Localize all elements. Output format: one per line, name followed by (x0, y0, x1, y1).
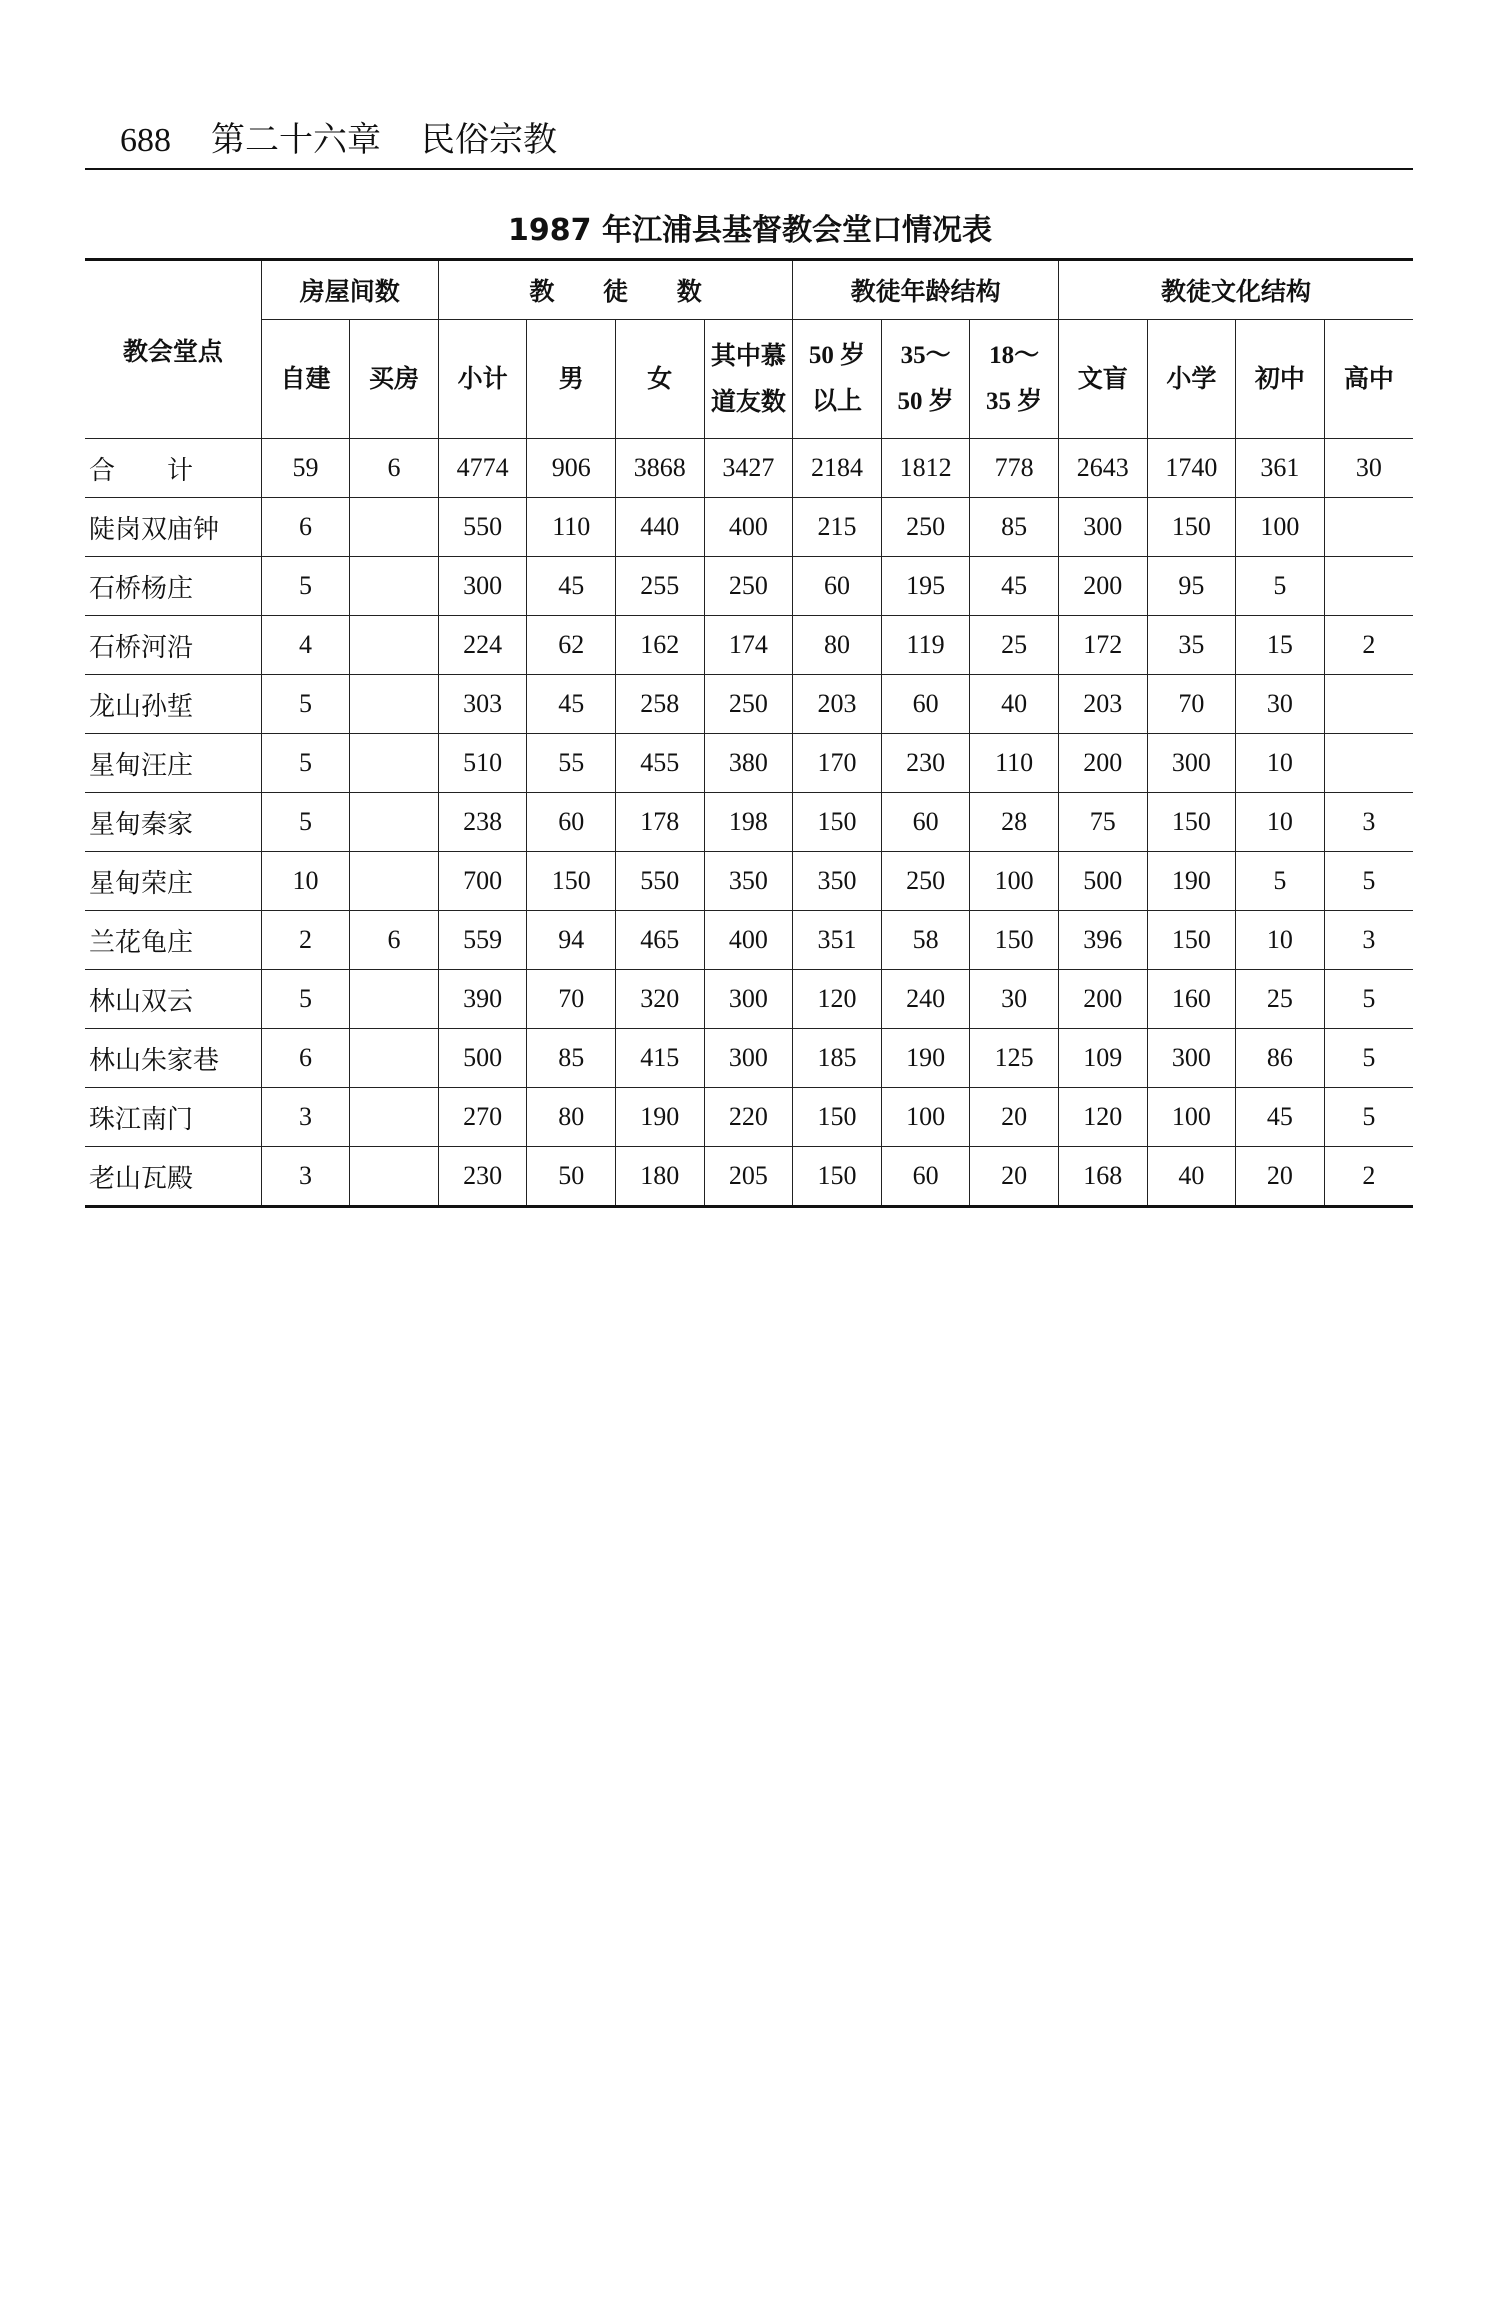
cell-subtotal: 500 (438, 1029, 527, 1088)
cell-male: 110 (527, 498, 616, 557)
cell-male: 70 (527, 970, 616, 1029)
cell-age-18-35: 100 (970, 852, 1059, 911)
cell-location: 星甸秦家 (85, 793, 261, 852)
cell-age-35-50: 100 (881, 1088, 970, 1147)
cell-bought (350, 557, 439, 616)
cell-seekers: 220 (704, 1088, 793, 1147)
col-header-junior: 初中 (1236, 320, 1325, 439)
col-header-age-18-35 (970, 320, 1059, 439)
cell-female: 258 (616, 675, 705, 734)
cell-seekers: 400 (704, 911, 793, 970)
col-header-self-built: 自建 (261, 320, 350, 439)
table-row (85, 439, 1413, 498)
cell-age-50-plus: 2184 (793, 439, 882, 498)
cell-age-35-50: 230 (881, 734, 970, 793)
cell-junior: 10 (1236, 793, 1325, 852)
cell-male: 80 (527, 1088, 616, 1147)
cell-self-built: 59 (261, 439, 350, 498)
cell-age-35-50: 240 (881, 970, 970, 1029)
cell-seekers: 174 (704, 616, 793, 675)
table-row (85, 793, 1413, 852)
cell-age-35-50: 250 (881, 498, 970, 557)
cell-bought (350, 675, 439, 734)
cell-subtotal: 224 (438, 616, 527, 675)
cell-location: 林山朱家巷 (85, 1029, 261, 1088)
cell-age-50-plus: 351 (793, 911, 882, 970)
cell-location: 老山瓦殿 (85, 1147, 261, 1207)
cell-age-35-50: 195 (881, 557, 970, 616)
cell-female: 455 (616, 734, 705, 793)
table-row (85, 734, 1413, 793)
cell-primary: 95 (1147, 557, 1236, 616)
cell-female: 255 (616, 557, 705, 616)
cell-female: 190 (616, 1088, 705, 1147)
cell-female: 178 (616, 793, 705, 852)
cell-illiterate: 200 (1058, 557, 1147, 616)
cell-male: 60 (527, 793, 616, 852)
cell-illiterate: 200 (1058, 734, 1147, 793)
cell-age-50-plus: 350 (793, 852, 882, 911)
cell-subtotal: 390 (438, 970, 527, 1029)
cell-age-50-plus: 120 (793, 970, 882, 1029)
cell-self-built: 3 (261, 1088, 350, 1147)
cell-location: 星甸汪庄 (85, 734, 261, 793)
table-row (85, 1088, 1413, 1147)
cell-senior: 2 (1324, 1147, 1413, 1207)
cell-self-built: 6 (261, 1029, 350, 1088)
col-header-age-50-plus (793, 320, 882, 439)
cell-junior: 25 (1236, 970, 1325, 1029)
table-body (85, 439, 1413, 1207)
cell-seekers: 250 (704, 675, 793, 734)
cell-age-35-50: 250 (881, 852, 970, 911)
col-header-senior: 高中 (1324, 320, 1413, 439)
cell-subtotal: 300 (438, 557, 527, 616)
cell-self-built: 6 (261, 498, 350, 557)
cell-junior: 5 (1236, 557, 1325, 616)
cell-age-18-35: 45 (970, 557, 1059, 616)
col-header-age-50-line1: 50 岁 (808, 342, 866, 369)
cell-age-50-plus: 150 (793, 793, 882, 852)
cell-age-18-35: 150 (970, 911, 1059, 970)
cell-self-built: 5 (261, 734, 350, 793)
cell-self-built: 5 (261, 557, 350, 616)
cell-age-50-plus: 203 (793, 675, 882, 734)
cell-self-built: 10 (261, 852, 350, 911)
col-header-age-50-line2: 以上 (811, 388, 862, 415)
cell-location: 星甸荣庄 (85, 852, 261, 911)
cell-age-35-50: 119 (881, 616, 970, 675)
cell-location: 石桥河沿 (85, 616, 261, 675)
cell-senior: 5 (1324, 852, 1413, 911)
table-row (85, 1147, 1413, 1207)
cell-age-35-50: 1812 (881, 439, 970, 498)
cell-female: 440 (616, 498, 705, 557)
cell-female: 180 (616, 1147, 705, 1207)
col-header-age-18-35-line1: 18～ (989, 342, 1040, 369)
cell-illiterate: 109 (1058, 1029, 1147, 1088)
cell-illiterate: 300 (1058, 498, 1147, 557)
cell-bought (350, 616, 439, 675)
table-row (85, 557, 1413, 616)
cell-male: 85 (527, 1029, 616, 1088)
cell-senior: 3 (1324, 911, 1413, 970)
cell-bought (350, 498, 439, 557)
cell-age-18-35: 778 (970, 439, 1059, 498)
cell-location: 兰花龟庄 (85, 911, 261, 970)
cell-primary: 160 (1147, 970, 1236, 1029)
cell-senior (1324, 734, 1413, 793)
cell-location: 林山双云 (85, 970, 261, 1029)
cell-senior: 30 (1324, 439, 1413, 498)
table-row (85, 970, 1413, 1029)
col-header-age-35-50 (881, 320, 970, 439)
cell-male: 906 (527, 439, 616, 498)
cell-seekers: 300 (704, 970, 793, 1029)
cell-male: 45 (527, 675, 616, 734)
cell-male: 45 (527, 557, 616, 616)
cell-junior: 10 (1236, 911, 1325, 970)
cell-primary: 70 (1147, 675, 1236, 734)
cell-age-50-plus: 170 (793, 734, 882, 793)
cell-age-18-35: 40 (970, 675, 1059, 734)
cell-location: 珠江南门 (85, 1088, 261, 1147)
cell-self-built: 5 (261, 970, 350, 1029)
table-row (85, 675, 1413, 734)
cell-junior: 45 (1236, 1088, 1325, 1147)
group-header-education: 教徒文化结构 (1058, 260, 1413, 320)
cell-female: 550 (616, 852, 705, 911)
cell-senior: 5 (1324, 1029, 1413, 1088)
cell-seekers: 3427 (704, 439, 793, 498)
cell-age-18-35: 20 (970, 1147, 1059, 1207)
cell-subtotal: 559 (438, 911, 527, 970)
col-header-male: 男 (527, 320, 616, 439)
cell-location: 陡岗双庙钟 (85, 498, 261, 557)
col-header-age-18-35-line2: 35 岁 (986, 388, 1043, 415)
header-row-groups (85, 260, 1413, 320)
cell-subtotal: 510 (438, 734, 527, 793)
group-header-believers: 教 徒 数 (438, 260, 792, 320)
cell-male: 62 (527, 616, 616, 675)
cell-junior: 100 (1236, 498, 1325, 557)
col-header-seekers-line1: 其中慕 (710, 341, 786, 370)
cell-age-50-plus: 215 (793, 498, 882, 557)
cell-location: 石桥杨庄 (85, 557, 261, 616)
header-rule (85, 168, 1413, 170)
cell-female: 465 (616, 911, 705, 970)
cell-primary: 40 (1147, 1147, 1236, 1207)
cell-age-35-50: 60 (881, 1147, 970, 1207)
cell-primary: 100 (1147, 1088, 1236, 1147)
page-header (120, 112, 557, 161)
cell-seekers: 380 (704, 734, 793, 793)
chapter-title: 第二十六章 (211, 120, 381, 160)
cell-primary: 190 (1147, 852, 1236, 911)
cell-illiterate: 396 (1058, 911, 1147, 970)
col-header-age-35-50-line2: 50 岁 (897, 388, 954, 415)
col-header-seekers-line2: 道友数 (710, 387, 786, 416)
cell-bought (350, 970, 439, 1029)
cell-male: 94 (527, 911, 616, 970)
cell-illiterate: 2643 (1058, 439, 1147, 498)
cell-seekers: 400 (704, 498, 793, 557)
cell-location: 龙山孙埑 (85, 675, 261, 734)
cell-illiterate: 75 (1058, 793, 1147, 852)
table-title: 1987 年江浦县基督教会堂口情况表 (508, 213, 992, 248)
cell-self-built: 4 (261, 616, 350, 675)
cell-senior: 3 (1324, 793, 1413, 852)
cell-age-35-50: 58 (881, 911, 970, 970)
cell-seekers: 250 (704, 557, 793, 616)
group-header-age: 教徒年龄结构 (793, 260, 1059, 320)
col-header-bought: 买房 (350, 320, 439, 439)
cell-junior: 15 (1236, 616, 1325, 675)
cell-subtotal: 550 (438, 498, 527, 557)
cell-bought (350, 1029, 439, 1088)
col-header-subtotal: 小计 (438, 320, 527, 439)
cell-bought (350, 793, 439, 852)
cell-age-35-50: 60 (881, 675, 970, 734)
cell-location: 合 计 (85, 439, 261, 498)
cell-female: 3868 (616, 439, 705, 498)
cell-age-18-35: 30 (970, 970, 1059, 1029)
cell-junior: 5 (1236, 852, 1325, 911)
cell-senior: 2 (1324, 616, 1413, 675)
church-statistics-table (85, 258, 1413, 1208)
cell-subtotal: 4774 (438, 439, 527, 498)
cell-age-50-plus: 80 (793, 616, 882, 675)
cell-senior: 5 (1324, 970, 1413, 1029)
cell-age-18-35: 125 (970, 1029, 1059, 1088)
cell-age-18-35: 110 (970, 734, 1059, 793)
cell-junior: 30 (1236, 675, 1325, 734)
cell-subtotal: 230 (438, 1147, 527, 1207)
cell-seekers: 205 (704, 1147, 793, 1207)
cell-subtotal: 303 (438, 675, 527, 734)
cell-age-50-plus: 150 (793, 1088, 882, 1147)
table-row (85, 911, 1413, 970)
cell-primary: 150 (1147, 498, 1236, 557)
cell-male: 150 (527, 852, 616, 911)
cell-age-18-35: 20 (970, 1088, 1059, 1147)
table-row (85, 616, 1413, 675)
page-number: 688 (120, 122, 171, 159)
cell-age-18-35: 25 (970, 616, 1059, 675)
cell-illiterate: 200 (1058, 970, 1147, 1029)
cell-seekers: 198 (704, 793, 793, 852)
cell-age-35-50: 190 (881, 1029, 970, 1088)
table-row (85, 498, 1413, 557)
cell-subtotal: 700 (438, 852, 527, 911)
cell-primary: 300 (1147, 1029, 1236, 1088)
cell-illiterate: 120 (1058, 1088, 1147, 1147)
cell-bought: 6 (350, 439, 439, 498)
cell-male: 50 (527, 1147, 616, 1207)
cell-self-built: 5 (261, 793, 350, 852)
cell-primary: 150 (1147, 911, 1236, 970)
cell-junior: 20 (1236, 1147, 1325, 1207)
cell-primary: 35 (1147, 616, 1236, 675)
cell-self-built: 3 (261, 1147, 350, 1207)
cell-primary: 150 (1147, 793, 1236, 852)
cell-female: 415 (616, 1029, 705, 1088)
cell-illiterate: 172 (1058, 616, 1147, 675)
cell-subtotal: 238 (438, 793, 527, 852)
cell-bought: 6 (350, 911, 439, 970)
cell-senior (1324, 557, 1413, 616)
col-header-primary: 小学 (1147, 320, 1236, 439)
cell-age-35-50: 60 (881, 793, 970, 852)
cell-junior: 10 (1236, 734, 1325, 793)
group-header-housing: 房屋间数 (261, 260, 438, 320)
col-header-seekers (704, 320, 793, 439)
cell-male: 55 (527, 734, 616, 793)
cell-primary: 1740 (1147, 439, 1236, 498)
cell-senior (1324, 498, 1413, 557)
cell-junior: 86 (1236, 1029, 1325, 1088)
cell-subtotal: 270 (438, 1088, 527, 1147)
cell-illiterate: 500 (1058, 852, 1147, 911)
cell-age-18-35: 28 (970, 793, 1059, 852)
cell-primary: 300 (1147, 734, 1236, 793)
cell-self-built: 5 (261, 675, 350, 734)
header-row-columns (85, 320, 1413, 439)
cell-seekers: 300 (704, 1029, 793, 1088)
cell-bought (350, 1147, 439, 1207)
cell-illiterate: 203 (1058, 675, 1147, 734)
section-title: 民俗宗教 (421, 120, 557, 160)
cell-illiterate: 168 (1058, 1147, 1147, 1207)
cell-female: 320 (616, 970, 705, 1029)
cell-bought (350, 1088, 439, 1147)
cell-age-50-plus: 150 (793, 1147, 882, 1207)
cell-bought (350, 852, 439, 911)
table-row (85, 1029, 1413, 1088)
cell-age-18-35: 85 (970, 498, 1059, 557)
cell-female: 162 (616, 616, 705, 675)
corner-header: 教会堂点 (85, 260, 261, 439)
col-header-illiterate: 文盲 (1058, 320, 1147, 439)
cell-age-50-plus: 185 (793, 1029, 882, 1088)
col-header-age-35-50-line1: 35～ (900, 342, 951, 369)
table-row (85, 852, 1413, 911)
cell-junior: 361 (1236, 439, 1325, 498)
cell-senior: 5 (1324, 1088, 1413, 1147)
cell-age-50-plus: 60 (793, 557, 882, 616)
cell-bought (350, 734, 439, 793)
cell-self-built: 2 (261, 911, 350, 970)
col-header-female: 女 (616, 320, 705, 439)
cell-senior (1324, 675, 1413, 734)
cell-seekers: 350 (704, 852, 793, 911)
